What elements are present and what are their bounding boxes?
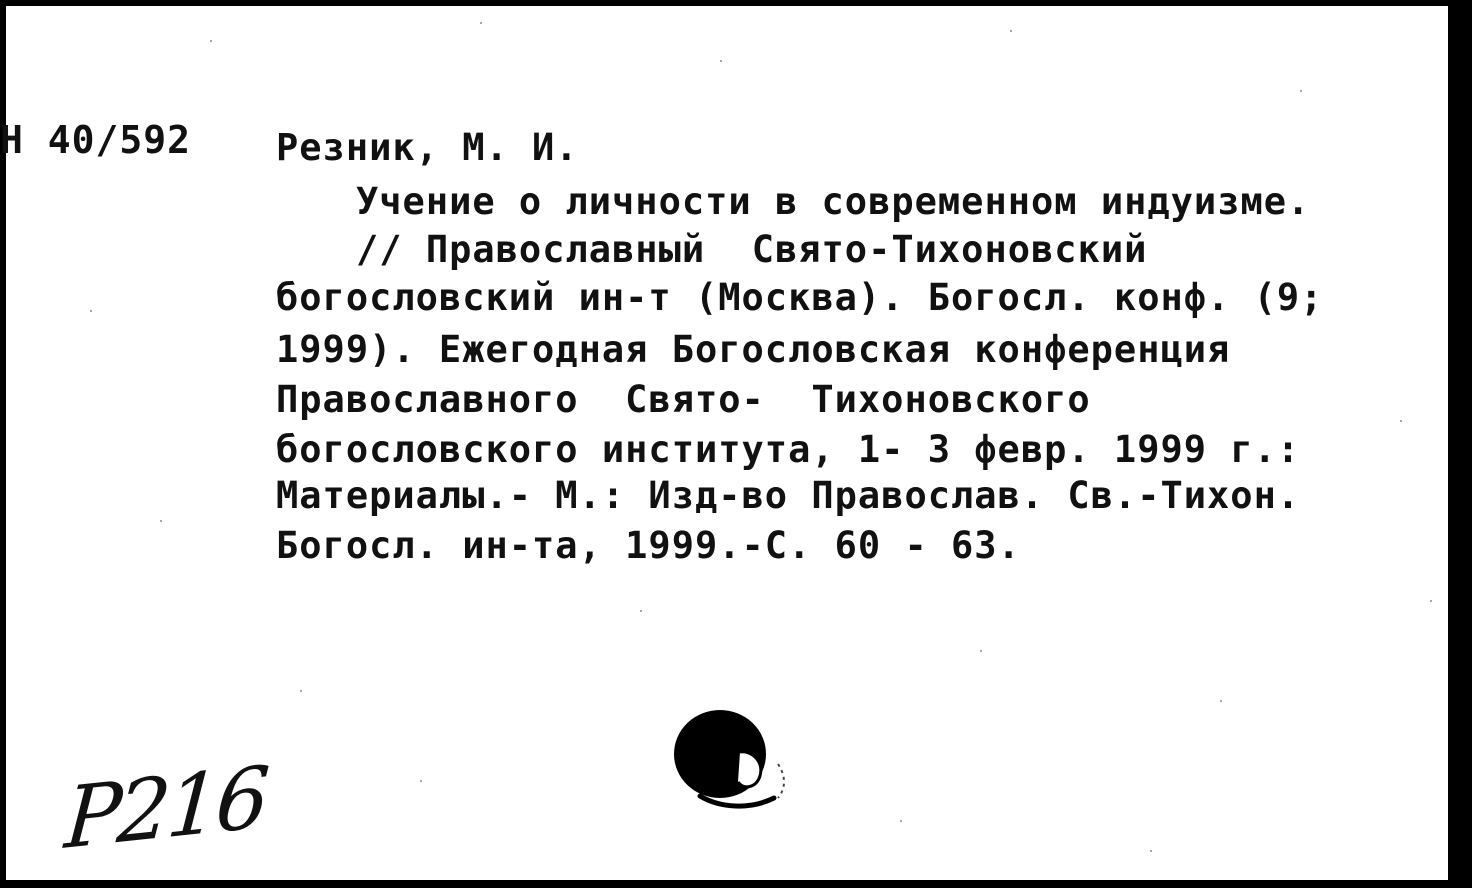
card-edge-top	[0, 0, 1472, 6]
title-line-1: Учение о личности в современном индуизме.	[356, 180, 1311, 223]
title-line-6: богословского института, 1- 3 февр. 1999 г.:	[276, 428, 1301, 471]
punch-hole-icon	[670, 706, 800, 826]
title-line-5: Православного Свято- Тихоновского	[276, 378, 1091, 421]
title-line-4: 1999). Ежегодная Богословская конференция	[276, 328, 1231, 371]
title-line-8: Богосл. ин-та, 1999.-С. 60 - 63.	[276, 524, 1021, 567]
card-edge-right	[1448, 0, 1472, 888]
title-line-2: // Православный Свято-Тихоновский	[356, 228, 1148, 271]
author-name: Резник, М. И.	[276, 126, 579, 169]
card-edge-bottom	[0, 880, 1472, 888]
title-line-3: богословский ин-т (Москва). Богосл. конф. (9;	[276, 276, 1324, 319]
shelf-mark: Н 40/592	[0, 118, 192, 162]
handwritten-note: Р216	[62, 747, 269, 868]
title-line-7: Материалы.- М.: Изд-во Православ. Св.-Тихон.	[276, 474, 1301, 517]
